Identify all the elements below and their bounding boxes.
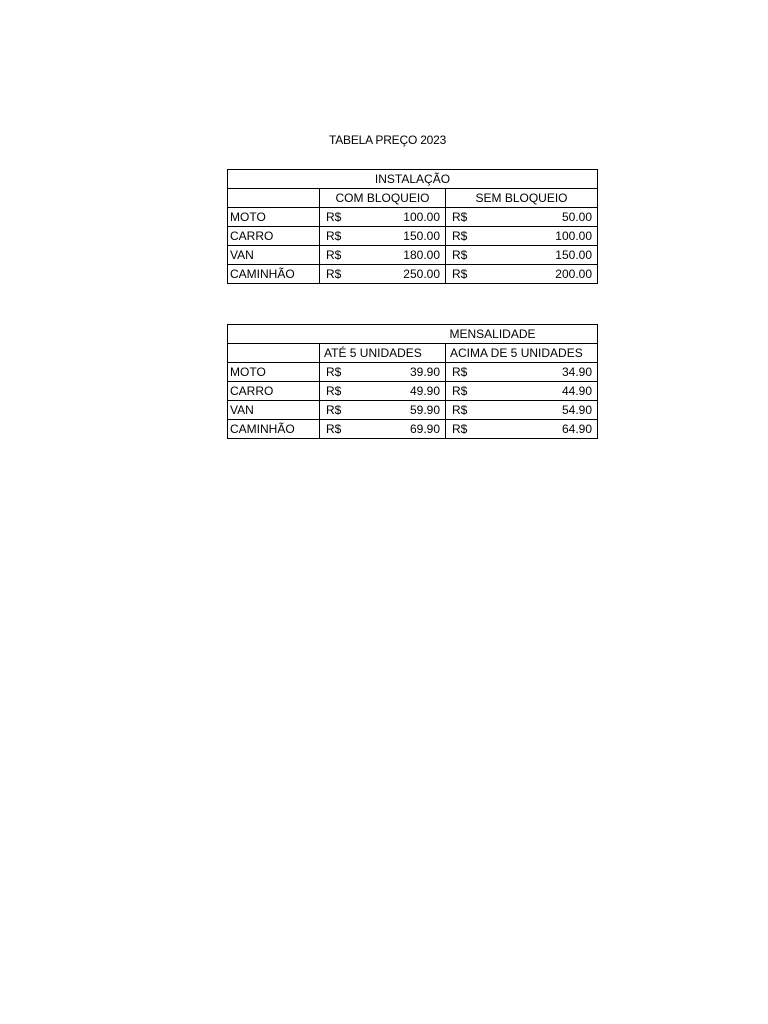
price-cell: [320, 382, 446, 401]
table-subheader-row: [228, 189, 598, 208]
table-row: [228, 265, 598, 284]
currency-symbol: R$: [452, 248, 468, 262]
row-label: VAN: [228, 246, 320, 265]
column-header: ACIMA DE 5 UNIDADES: [446, 344, 598, 363]
table-row: [228, 382, 598, 401]
row-label: CARRO: [228, 382, 320, 401]
price-cell: [320, 246, 446, 265]
table-row: [228, 227, 598, 246]
price-value: 100.00: [555, 229, 592, 243]
price-cell: [320, 401, 446, 420]
price-value: 49.90: [409, 384, 440, 398]
currency-symbol: R$: [326, 267, 342, 281]
table-subheader-row: [228, 344, 598, 363]
price-value: 34.90: [561, 365, 592, 379]
price-value: 39.90: [409, 365, 440, 379]
price-value: 150.00: [403, 229, 440, 243]
column-header: ATÉ 5 UNIDADES: [320, 344, 446, 363]
price-cell: [320, 208, 446, 227]
table-row: [228, 401, 598, 420]
price-value: 180.00: [403, 248, 440, 262]
currency-symbol: R$: [326, 384, 342, 398]
price-cell: [446, 227, 598, 246]
currency-symbol: R$: [452, 365, 468, 379]
currency-symbol: R$: [452, 267, 468, 281]
row-label: CAMINHÃO: [228, 265, 320, 284]
currency-symbol: R$: [326, 403, 342, 417]
price-cell: [446, 401, 598, 420]
row-label: MOTO: [228, 208, 320, 227]
row-label: VAN: [228, 401, 320, 420]
currency-symbol: R$: [452, 422, 468, 436]
row-label: MOTO: [228, 363, 320, 382]
price-cell: [446, 208, 598, 227]
price-value: 100.00: [403, 210, 440, 224]
price-cell: [446, 363, 598, 382]
empty-cell: [228, 189, 320, 208]
price-cell: [446, 246, 598, 265]
price-cell: [320, 227, 446, 246]
table-row: [228, 246, 598, 265]
instalacao-header: INSTALAÇÃO: [228, 170, 598, 189]
page-title: TABELA PREÇO 2023: [329, 133, 447, 147]
currency-symbol: R$: [452, 210, 468, 224]
price-cell: [446, 265, 598, 284]
instalacao-table: [227, 169, 598, 284]
price-value: 44.90: [561, 384, 592, 398]
currency-symbol: R$: [452, 403, 468, 417]
table-row: [228, 208, 598, 227]
price-value: 250.00: [403, 267, 440, 281]
price-cell: [320, 363, 446, 382]
currency-symbol: R$: [326, 229, 342, 243]
price-value: 50.00: [561, 210, 592, 224]
column-header: SEM BLOQUEIO: [446, 189, 598, 208]
price-value: 200.00: [555, 267, 592, 281]
column-header: COM BLOQUEIO: [320, 189, 446, 208]
currency-symbol: R$: [452, 229, 468, 243]
table-row: [228, 363, 598, 382]
price-value: 54.90: [561, 403, 592, 417]
price-value: 150.00: [555, 248, 592, 262]
row-label: CARRO: [228, 227, 320, 246]
currency-symbol: R$: [326, 365, 342, 379]
price-cell: [320, 420, 446, 439]
price-value: 59.90: [409, 403, 440, 417]
price-cell: [446, 420, 598, 439]
empty-cell: [228, 325, 446, 344]
table-row: [228, 420, 598, 439]
price-cell: [320, 265, 446, 284]
currency-symbol: R$: [326, 248, 342, 262]
currency-symbol: R$: [452, 384, 468, 398]
row-label: CAMINHÃO: [228, 420, 320, 439]
table-header-row: [228, 170, 598, 189]
price-value: 64.90: [561, 422, 592, 436]
table-header-row: [228, 325, 598, 344]
empty-cell: [228, 344, 320, 363]
price-value: 69.90: [409, 422, 440, 436]
mensalidade-table: [227, 324, 598, 439]
currency-symbol: R$: [326, 210, 342, 224]
currency-symbol: R$: [326, 422, 342, 436]
price-cell: [446, 382, 598, 401]
mensalidade-header: MENSALIDADE: [446, 325, 598, 344]
